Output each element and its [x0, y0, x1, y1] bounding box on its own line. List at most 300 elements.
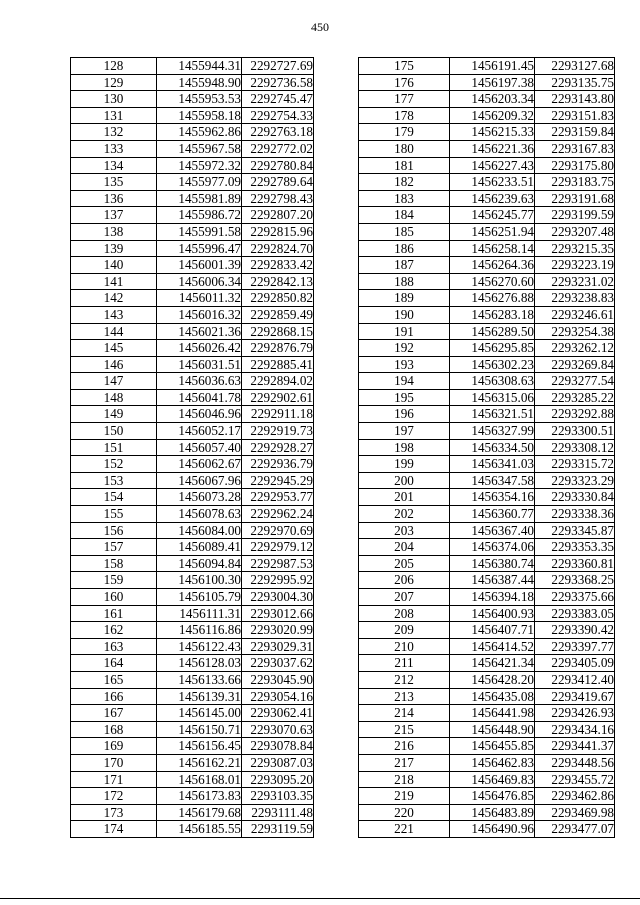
x-coordinate-cell: 1455944.31: [157, 58, 242, 75]
y-coordinate-cell: 2293330.84: [535, 489, 615, 506]
x-coordinate-cell: 1455972.32: [157, 157, 242, 174]
table-row: [71, 91, 314, 108]
y-coordinate-cell: 2292833.42: [242, 257, 314, 274]
coordinate-table-right: [358, 57, 615, 838]
y-coordinate-cell: 2292928.27: [242, 439, 314, 456]
point-number-cell: 149: [71, 406, 157, 423]
point-number-cell: 170: [71, 754, 157, 771]
point-number-cell: 132: [71, 124, 157, 141]
x-coordinate-cell: 1456191.45: [450, 58, 535, 75]
point-number-cell: 162: [71, 622, 157, 639]
y-coordinate-cell: 2292789.64: [242, 174, 314, 191]
x-coordinate-cell: 1456367.40: [450, 522, 535, 539]
y-coordinate-cell: 2293285.22: [535, 389, 615, 406]
point-number-cell: 145: [71, 340, 157, 357]
point-number-cell: 210: [359, 638, 450, 655]
y-coordinate-cell: 2293426.93: [535, 705, 615, 722]
table-row: [359, 572, 615, 589]
table-row: [359, 705, 615, 722]
table-row: [359, 323, 615, 340]
point-number-cell: 182: [359, 174, 450, 191]
x-coordinate-cell: 1456036.63: [157, 373, 242, 390]
y-coordinate-cell: 2293353.35: [535, 539, 615, 556]
table-row: [71, 754, 314, 771]
x-coordinate-cell: 1456455.85: [450, 738, 535, 755]
y-coordinate-cell: 2293029.31: [242, 638, 314, 655]
x-coordinate-cell: 1456016.32: [157, 306, 242, 323]
table-body: [71, 58, 314, 838]
x-coordinate-cell: 1456128.03: [157, 655, 242, 672]
point-number-cell: 181: [359, 157, 450, 174]
x-coordinate-cell: 1456046.96: [157, 406, 242, 423]
y-coordinate-cell: 2292953.77: [242, 489, 314, 506]
table-row: [359, 671, 615, 688]
y-coordinate-cell: 2292807.20: [242, 207, 314, 224]
x-coordinate-cell: 1456133.66: [157, 671, 242, 688]
table-row: [71, 356, 314, 373]
y-coordinate-cell: 2293045.90: [242, 671, 314, 688]
y-coordinate-cell: 2292902.61: [242, 389, 314, 406]
point-number-cell: 219: [359, 788, 450, 805]
x-coordinate-cell: 1455962.86: [157, 124, 242, 141]
point-number-cell: 190: [359, 306, 450, 323]
y-coordinate-cell: 2293004.30: [242, 589, 314, 606]
x-coordinate-cell: 1456021.36: [157, 323, 242, 340]
table-row: [359, 58, 615, 75]
table-row: [359, 539, 615, 556]
y-coordinate-cell: 2293127.68: [535, 58, 615, 75]
y-coordinate-cell: 2292763.18: [242, 124, 314, 141]
point-number-cell: 159: [71, 572, 157, 589]
x-coordinate-cell: 1456264.36: [450, 257, 535, 274]
table-row: [359, 223, 615, 240]
y-coordinate-cell: 2292772.02: [242, 140, 314, 157]
y-coordinate-cell: 2293119.59: [242, 821, 314, 838]
table-row: [359, 340, 615, 357]
y-coordinate-cell: 2293412.40: [535, 671, 615, 688]
x-coordinate-cell: 1456258.14: [450, 240, 535, 257]
point-number-cell: 216: [359, 738, 450, 755]
table-row: [359, 688, 615, 705]
y-coordinate-cell: 2293103.35: [242, 788, 314, 805]
point-number-cell: 211: [359, 655, 450, 672]
x-coordinate-cell: 1456251.94: [450, 223, 535, 240]
y-coordinate-cell: 2293390.42: [535, 622, 615, 639]
point-number-cell: 199: [359, 456, 450, 473]
x-coordinate-cell: 1455948.90: [157, 74, 242, 91]
x-coordinate-cell: 1456011.32: [157, 290, 242, 307]
point-number-cell: 200: [359, 472, 450, 489]
y-coordinate-cell: 2293078.84: [242, 738, 314, 755]
point-number-cell: 179: [359, 124, 450, 141]
point-number-cell: 215: [359, 721, 450, 738]
point-number-cell: 175: [359, 58, 450, 75]
x-coordinate-cell: 1456162.21: [157, 754, 242, 771]
y-coordinate-cell: 2293462.86: [535, 788, 615, 805]
x-coordinate-cell: 1456073.28: [157, 489, 242, 506]
x-coordinate-cell: 1456062.67: [157, 456, 242, 473]
x-coordinate-cell: 1456239.63: [450, 190, 535, 207]
point-number-cell: 220: [359, 804, 450, 821]
x-coordinate-cell: 1456111.31: [157, 605, 242, 622]
x-coordinate-cell: 1456407.71: [450, 622, 535, 639]
x-coordinate-cell: 1456156.45: [157, 738, 242, 755]
point-number-cell: 131: [71, 107, 157, 124]
x-coordinate-cell: 1456490.96: [450, 821, 535, 838]
y-coordinate-cell: 2292842.13: [242, 273, 314, 290]
x-coordinate-cell: 1456469.83: [450, 771, 535, 788]
table-row: [71, 323, 314, 340]
point-number-cell: 165: [71, 671, 157, 688]
y-coordinate-cell: 2292780.84: [242, 157, 314, 174]
x-coordinate-cell: 1456001.39: [157, 257, 242, 274]
y-coordinate-cell: 2292995.92: [242, 572, 314, 589]
y-coordinate-cell: 2293292.88: [535, 406, 615, 423]
y-coordinate-cell: 2293111.48: [242, 804, 314, 821]
table-row: [71, 306, 314, 323]
point-number-cell: 197: [359, 423, 450, 440]
x-coordinate-cell: 1456067.96: [157, 472, 242, 489]
y-coordinate-cell: 2293448.56: [535, 754, 615, 771]
point-number-cell: 138: [71, 223, 157, 240]
x-coordinate-cell: 1456421.34: [450, 655, 535, 672]
y-coordinate-cell: 2293231.02: [535, 273, 615, 290]
point-number-cell: 155: [71, 506, 157, 523]
x-coordinate-cell: 1456084.00: [157, 522, 242, 539]
table-row: [359, 605, 615, 622]
y-coordinate-cell: 2293469.98: [535, 804, 615, 821]
x-coordinate-cell: 1456233.51: [450, 174, 535, 191]
x-coordinate-cell: 1456347.58: [450, 472, 535, 489]
table-row: [359, 74, 615, 91]
table-row: [359, 423, 615, 440]
point-number-cell: 177: [359, 91, 450, 108]
x-coordinate-cell: 1456105.79: [157, 589, 242, 606]
table-row: [359, 91, 615, 108]
table-row: [359, 290, 615, 307]
x-coordinate-cell: 1456334.50: [450, 439, 535, 456]
point-number-cell: 130: [71, 91, 157, 108]
x-coordinate-cell: 1456173.83: [157, 788, 242, 805]
point-number-cell: 153: [71, 472, 157, 489]
table-row: [71, 107, 314, 124]
x-coordinate-cell: 1456374.06: [450, 539, 535, 556]
point-number-cell: 198: [359, 439, 450, 456]
table-row: [359, 140, 615, 157]
y-coordinate-cell: 2293360.81: [535, 555, 615, 572]
y-coordinate-cell: 2293277.54: [535, 373, 615, 390]
point-number-cell: 195: [359, 389, 450, 406]
point-number-cell: 166: [71, 688, 157, 705]
table-row: [359, 555, 615, 572]
x-coordinate-cell: 1456289.50: [450, 323, 535, 340]
y-coordinate-cell: 2293375.66: [535, 589, 615, 606]
table-row: [71, 771, 314, 788]
point-number-cell: 186: [359, 240, 450, 257]
x-coordinate-cell: 1455996.47: [157, 240, 242, 257]
point-number-cell: 213: [359, 688, 450, 705]
table-row: [71, 373, 314, 390]
point-number-cell: 160: [71, 589, 157, 606]
point-number-cell: 202: [359, 506, 450, 523]
x-coordinate-cell: 1456327.99: [450, 423, 535, 440]
x-coordinate-cell: 1456026.42: [157, 340, 242, 357]
table-row: [359, 804, 615, 821]
point-number-cell: 196: [359, 406, 450, 423]
x-coordinate-cell: 1456308.63: [450, 373, 535, 390]
table-row: [359, 240, 615, 257]
table-row: [359, 721, 615, 738]
y-coordinate-cell: 2292859.49: [242, 306, 314, 323]
table-row: [71, 788, 314, 805]
x-coordinate-cell: 1455981.89: [157, 190, 242, 207]
coordinate-table-left: [70, 57, 314, 838]
y-coordinate-cell: 2293323.29: [535, 472, 615, 489]
y-coordinate-cell: 2293207.48: [535, 223, 615, 240]
y-coordinate-cell: 2293143.80: [535, 91, 615, 108]
table-row: [71, 174, 314, 191]
y-coordinate-cell: 2293383.05: [535, 605, 615, 622]
x-coordinate-cell: 1456441.98: [450, 705, 535, 722]
y-coordinate-cell: 2292936.79: [242, 456, 314, 473]
y-coordinate-cell: 2292850.82: [242, 290, 314, 307]
point-number-cell: 152: [71, 456, 157, 473]
table-row: [71, 489, 314, 506]
table-row: [359, 788, 615, 805]
y-coordinate-cell: 2293095.20: [242, 771, 314, 788]
x-coordinate-cell: 1456179.68: [157, 804, 242, 821]
x-coordinate-cell: 1455953.53: [157, 91, 242, 108]
table-row: [71, 406, 314, 423]
table-row: [71, 605, 314, 622]
point-number-cell: 171: [71, 771, 157, 788]
table-row: [71, 821, 314, 838]
x-coordinate-cell: 1456203.34: [450, 91, 535, 108]
y-coordinate-cell: 2293135.75: [535, 74, 615, 91]
y-coordinate-cell: 2293419.67: [535, 688, 615, 705]
x-coordinate-cell: 1456185.55: [157, 821, 242, 838]
y-coordinate-cell: 2293254.38: [535, 323, 615, 340]
y-coordinate-cell: 2293300.51: [535, 423, 615, 440]
x-coordinate-cell: 1456394.18: [450, 589, 535, 606]
table-row: [359, 472, 615, 489]
point-number-cell: 204: [359, 539, 450, 556]
y-coordinate-cell: 2292894.02: [242, 373, 314, 390]
x-coordinate-cell: 1456094.84: [157, 555, 242, 572]
point-number-cell: 192: [359, 340, 450, 357]
x-coordinate-cell: 1456448.90: [450, 721, 535, 738]
x-coordinate-cell: 1456270.60: [450, 273, 535, 290]
point-number-cell: 169: [71, 738, 157, 755]
point-number-cell: 158: [71, 555, 157, 572]
y-coordinate-cell: 2292885.41: [242, 356, 314, 373]
x-coordinate-cell: 1456221.36: [450, 140, 535, 157]
table-row: [71, 472, 314, 489]
x-coordinate-cell: 1456116.86: [157, 622, 242, 639]
point-number-cell: 151: [71, 439, 157, 456]
point-number-cell: 142: [71, 290, 157, 307]
x-coordinate-cell: 1456302.23: [450, 356, 535, 373]
table-row: [71, 539, 314, 556]
y-coordinate-cell: 2293151.83: [535, 107, 615, 124]
point-number-cell: 141: [71, 273, 157, 290]
x-coordinate-cell: 1456031.51: [157, 356, 242, 373]
y-coordinate-cell: 2293308.12: [535, 439, 615, 456]
point-number-cell: 203: [359, 522, 450, 539]
point-number-cell: 212: [359, 671, 450, 688]
x-coordinate-cell: 1455986.72: [157, 207, 242, 224]
y-coordinate-cell: 2292919.73: [242, 423, 314, 440]
x-coordinate-cell: 1456139.31: [157, 688, 242, 705]
point-number-cell: 129: [71, 74, 157, 91]
point-number-cell: 191: [359, 323, 450, 340]
y-coordinate-cell: 2293455.72: [535, 771, 615, 788]
y-coordinate-cell: 2293070.63: [242, 721, 314, 738]
y-coordinate-cell: 2293191.68: [535, 190, 615, 207]
table-row: [359, 821, 615, 838]
x-coordinate-cell: 1456245.77: [450, 207, 535, 224]
y-coordinate-cell: 2292815.96: [242, 223, 314, 240]
y-coordinate-cell: 2293269.84: [535, 356, 615, 373]
x-coordinate-cell: 1456483.89: [450, 804, 535, 821]
table-row: [359, 506, 615, 523]
y-coordinate-cell: 2293238.83: [535, 290, 615, 307]
x-coordinate-cell: 1455958.18: [157, 107, 242, 124]
x-coordinate-cell: 1456354.16: [450, 489, 535, 506]
point-number-cell: 135: [71, 174, 157, 191]
point-number-cell: 180: [359, 140, 450, 157]
table-row: [71, 273, 314, 290]
point-number-cell: 206: [359, 572, 450, 589]
table-row: [359, 439, 615, 456]
x-coordinate-cell: 1456414.52: [450, 638, 535, 655]
table-row: [359, 489, 615, 506]
y-coordinate-cell: 2292987.53: [242, 555, 314, 572]
table-row: [359, 273, 615, 290]
point-number-cell: 178: [359, 107, 450, 124]
table-row: [359, 157, 615, 174]
x-coordinate-cell: 1456052.17: [157, 423, 242, 440]
table-row: [71, 240, 314, 257]
table-row: [71, 157, 314, 174]
table-row: [71, 688, 314, 705]
point-number-cell: 218: [359, 771, 450, 788]
y-coordinate-cell: 2293338.36: [535, 506, 615, 523]
x-coordinate-cell: 1456315.06: [450, 389, 535, 406]
point-number-cell: 221: [359, 821, 450, 838]
y-coordinate-cell: 2293183.75: [535, 174, 615, 191]
y-coordinate-cell: 2292979.12: [242, 539, 314, 556]
y-coordinate-cell: 2293262.12: [535, 340, 615, 357]
y-coordinate-cell: 2293037.62: [242, 655, 314, 672]
y-coordinate-cell: 2292911.18: [242, 406, 314, 423]
bottom-divider: [0, 898, 640, 899]
table-row: [359, 589, 615, 606]
table-row: [359, 207, 615, 224]
point-number-cell: 214: [359, 705, 450, 722]
x-coordinate-cell: 1456227.43: [450, 157, 535, 174]
point-number-cell: 154: [71, 489, 157, 506]
point-number-cell: 139: [71, 240, 157, 257]
point-number-cell: 137: [71, 207, 157, 224]
table-row: [71, 124, 314, 141]
point-number-cell: 187: [359, 257, 450, 274]
y-coordinate-cell: 2292970.69: [242, 522, 314, 539]
x-coordinate-cell: 1456295.85: [450, 340, 535, 357]
table-row: [71, 340, 314, 357]
x-coordinate-cell: 1456168.01: [157, 771, 242, 788]
y-coordinate-cell: 2293012.66: [242, 605, 314, 622]
x-coordinate-cell: 1456057.40: [157, 439, 242, 456]
point-number-cell: 168: [71, 721, 157, 738]
table-row: [359, 738, 615, 755]
table-row: [71, 589, 314, 606]
table-row: [71, 804, 314, 821]
point-number-cell: 173: [71, 804, 157, 821]
table-row: [71, 655, 314, 672]
point-number-cell: 148: [71, 389, 157, 406]
x-coordinate-cell: 1456078.63: [157, 506, 242, 523]
x-coordinate-cell: 1456215.33: [450, 124, 535, 141]
x-coordinate-cell: 1456283.18: [450, 306, 535, 323]
point-number-cell: 201: [359, 489, 450, 506]
y-coordinate-cell: 2293434.16: [535, 721, 615, 738]
y-coordinate-cell: 2292754.33: [242, 107, 314, 124]
table-row: [71, 738, 314, 755]
table-row: [359, 190, 615, 207]
point-number-cell: 188: [359, 273, 450, 290]
point-number-cell: 146: [71, 356, 157, 373]
y-coordinate-cell: 2293167.83: [535, 140, 615, 157]
x-coordinate-cell: 1455977.09: [157, 174, 242, 191]
table-row: [359, 771, 615, 788]
x-coordinate-cell: 1456387.44: [450, 572, 535, 589]
table-row: [71, 140, 314, 157]
table-row: [359, 456, 615, 473]
point-number-cell: 183: [359, 190, 450, 207]
x-coordinate-cell: 1456100.30: [157, 572, 242, 589]
point-number-cell: 143: [71, 306, 157, 323]
y-coordinate-cell: 2293062.41: [242, 705, 314, 722]
point-number-cell: 209: [359, 622, 450, 639]
y-coordinate-cell: 2292824.70: [242, 240, 314, 257]
point-number-cell: 134: [71, 157, 157, 174]
table-row: [71, 423, 314, 440]
table-row: [71, 555, 314, 572]
x-coordinate-cell: 1456122.43: [157, 638, 242, 655]
point-number-cell: 176: [359, 74, 450, 91]
table-row: [71, 190, 314, 207]
y-coordinate-cell: 2292945.29: [242, 472, 314, 489]
y-coordinate-cell: 2292798.43: [242, 190, 314, 207]
table-row: [359, 389, 615, 406]
y-coordinate-cell: 2293159.84: [535, 124, 615, 141]
table-row: [71, 389, 314, 406]
y-coordinate-cell: 2293405.09: [535, 655, 615, 672]
y-coordinate-cell: 2293175.80: [535, 157, 615, 174]
table-row: [71, 506, 314, 523]
x-coordinate-cell: 1456197.38: [450, 74, 535, 91]
point-number-cell: 136: [71, 190, 157, 207]
x-coordinate-cell: 1456360.77: [450, 506, 535, 523]
point-number-cell: 167: [71, 705, 157, 722]
x-coordinate-cell: 1456089.41: [157, 539, 242, 556]
x-coordinate-cell: 1456041.78: [157, 389, 242, 406]
x-coordinate-cell: 1455967.58: [157, 140, 242, 157]
x-coordinate-cell: 1456150.71: [157, 721, 242, 738]
y-coordinate-cell: 2293345.87: [535, 522, 615, 539]
table-row: [359, 257, 615, 274]
